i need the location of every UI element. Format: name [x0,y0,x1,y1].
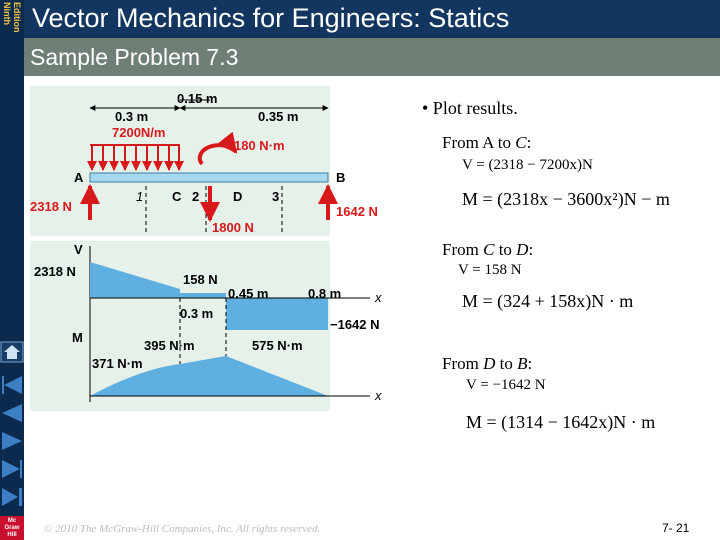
point-d: D [233,189,243,204]
v-x-label: x [375,290,382,305]
m-395: 395 N·m [144,338,195,353]
last-icon[interactable] [0,458,24,480]
edition-edition: Edition [12,2,22,33]
mcgraw-hill-logo: Mc Graw Hill [0,516,24,540]
eq-db-v: V = −1642 N [466,377,546,393]
next-icon[interactable] [0,430,24,452]
prev-icon[interactable] [0,402,24,424]
load-d-label: 1800 N [212,220,254,235]
point-a: A [74,170,84,185]
section-3: 3 [272,189,280,204]
section-2: 2 [192,189,200,204]
v-08: 0.8 m [308,286,342,301]
copyright: © 2010 The McGraw-Hill Companies, Inc. All rights reserved. [44,523,321,535]
v-axis-label: V [74,242,83,257]
edition-ninth: Ninth [2,2,12,25]
v-045: 0.45 m [228,286,269,301]
slide-title: Sample Problem 7.3 [30,44,239,70]
eq-cd-v: V = 158 N [458,262,522,278]
dim-015: 0.15 m [177,91,218,106]
m-axis-label: M [72,330,83,345]
first-icon[interactable] [0,374,24,396]
m-575: 575 N·m [252,338,303,353]
load-label: 7200N/m [112,125,166,140]
eq-ac-v: V = (2318 − 7200x)N [462,157,593,173]
reaction-a-label: 2318 N [30,199,72,214]
dim-03: 0.3 m [115,109,149,124]
bullet-plot-results: • Plot results. [422,98,518,118]
m-371: 371 N·m [92,356,143,371]
shear-negative [226,298,328,330]
course-title: Vector Mechanics for Engineers: Statics [32,3,510,33]
results-panel [418,86,718,446]
beam-figure [30,86,392,412]
v-03: 0.3 m [180,306,214,321]
page-number: 7- 21 [662,521,690,535]
heading-a-to-c: From A to C: [442,133,532,152]
eq-db-m: M = (1314 − 1642x)N · m [466,412,656,432]
v-2318: 2318 N [34,264,76,279]
moment-label: 180 N·m [234,138,285,153]
eq-ac-m: M = (2318x − 3600x²)N − m [462,189,670,209]
heading-c-to-d: From C to D: [442,240,534,259]
point-c: C [172,189,182,204]
edition-label [1,1,23,41]
v-158: 158 N [183,272,218,287]
exit-icon[interactable] [0,486,24,508]
section-1: 1 [136,189,144,204]
sidebar [0,0,24,540]
home-icon[interactable] [0,341,24,363]
point-b: B [336,170,346,185]
reaction-b-label: 1642 N [336,204,378,219]
subheader-bar [24,38,720,76]
load-top [90,144,180,146]
dim-035: 0.35 m [258,109,299,124]
beam [90,173,328,182]
m-x-label: x [375,388,382,403]
eq-cd-m: M = (324 + 158x)N · m [462,291,634,311]
v-neg1642: −1642 N [330,317,380,332]
heading-d-to-b: From D to B: [442,354,533,373]
header-bar [24,0,720,38]
